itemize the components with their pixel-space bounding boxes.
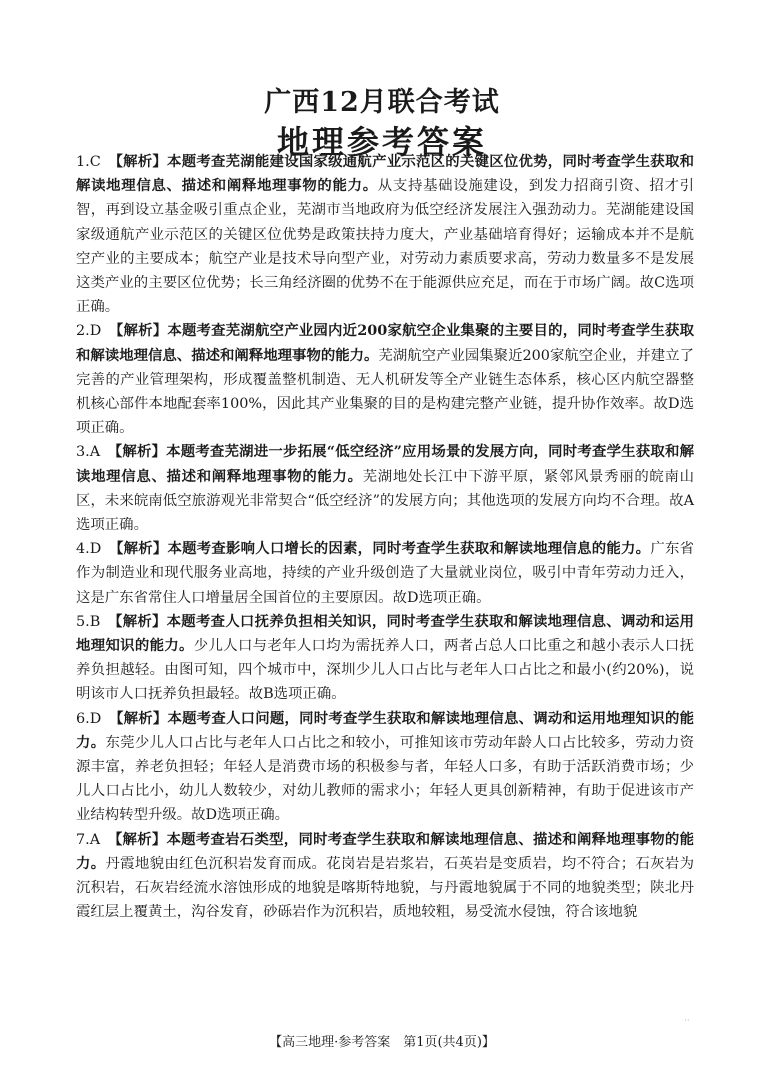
answer-body: 丹霞地貌由红色沉积岩发育而成。花岗岩是岩浆岩，石英岩是变质岩，均不符合；石灰岩为沉积岩，石灰岩经流水溶蚀形成的地貌是喀斯特地貌，与丹霞地貌属于不同的地貌类型；陕北丹霞红层上覆黄土，沟谷发育，砂砾岩作为沉积岩，质地较粗，易受流水侵蚀，符合该地貌 — [76, 855, 694, 921]
answer-list — [76, 150, 694, 925]
answer-lead: 本题考查人口问题，同时考查学生获取和解读地理信息、调动和运用地理知识的能力。 — [76, 709, 694, 751]
answer-lead: 本题考查芜湖航空产业园内近200家航空企业集聚的主要目的，同时考查学生获取和解读地理信息、描述和阐释地理事物的能力。 — [76, 322, 694, 364]
answer-number: 6. — [76, 710, 90, 727]
answer-item-3 — [76, 440, 694, 537]
answer-lead: 本题考查岩石类型，同时考查学生获取和解读地理信息、描述和阐释地理事物的能力。 — [76, 830, 694, 872]
answer-item-4 — [76, 537, 694, 610]
answer-body: 东莞少儿人口占比与老年人口占比之和较小，可推知该市劳动年龄人口占比较多，劳动力资源丰富，养老负担轻；年轻人是消费市场的积极参与者，年轻人口多，有助于活跃消费市场；少儿人口占比小，幼儿人数较少，对幼儿教师的需求小；年轻人更具创新精神，有助于促进该市产业结构转型升级。故D选项正确。 — [76, 734, 694, 824]
analysis-tag: 【解析】 — [115, 153, 168, 170]
answer-letter: D — [89, 323, 102, 340]
answer-number: 3. — [76, 444, 90, 461]
answer-letter: B — [89, 613, 101, 630]
analysis-tag: 【解析】 — [116, 322, 168, 340]
answer-item-6 — [76, 707, 694, 828]
answer-lead: 本题考查人口抚养负担相关知识，同时考查学生获取和解读地理信息、调动和运用地理知识的能力。 — [76, 612, 694, 655]
answer-item-5 — [76, 610, 694, 707]
analysis-tag: 【解析】 — [114, 443, 167, 461]
answer-item-7 — [76, 828, 694, 925]
answer-letter: A — [89, 831, 101, 848]
answer-letter: C — [89, 154, 101, 170]
answer-body: 芜湖航空产业园集聚近200家航空企业，并建立了完善的产业管理架构，形成覆盖整机制造、无人机研发等全产业链生态体系，核心区内航空器整机核心部件本地配套率100%，因此其产业集聚的目的是构建完整产业链，提升协作效率。故D选项正确。 — [76, 347, 694, 437]
answer-lead: 本题考查影响人口增长的因素，同时考查学生获取和解读地理信息的能力。 — [167, 540, 651, 558]
answer-lead: 本题考查芜湖能建设国家级通航产业示范区的关键区位优势，同时考查学生获取和解读地理信息、描述和阐释地理事物的能力。 — [76, 153, 694, 195]
answer-body: 少儿人口与老年人口均为需抚养人口，两者占总人口比重之和越小表示人口抚养负担越轻。由图可知，四个城市中，深圳少儿人口占比与老年人口占比之和最小(约20%)，说明该市人口抚养负担最轻。故B选项正确。 — [76, 638, 694, 703]
answer-item-2 — [76, 319, 694, 440]
answer-body: 从支持基础设施建设，到发力招商引资、招才引智，再到设立基金吸引重点企业，芜湖市当地政府为低空经济发展注入强劲动力。芜湖能建设国家级通航产业示范区的关键区位优势是政策扶持力度大，产业基础培育得好；运输成本并不是航空产业的主要成本；航空产业是技术导向型产业，对劳动力素质要求高，劳动力数量多不是发展这类产业的主要区位优势；长三角经济圈的优势不在于能源供应充足，而在于市场广阔。故C选项正确。 — [76, 178, 694, 316]
answer-number: 7. — [76, 831, 90, 848]
answer-lead: 本题考查芜湖进一步拓展“低空经济”应用场景的发展方向，同时考查学生获取和解读地理信息、描述和阐释地理事物的能力。 — [76, 443, 694, 485]
page-footer: 【高三地理·参考答案 第1页(共4页)】 — [269, 1035, 495, 1050]
answer-item-1 — [76, 150, 694, 319]
answer-number: 1. — [76, 154, 90, 170]
answer-body: 广东省作为制造业和现代服务业高地，持续的产业升级创造了大量就业岗位，吸引中青年劳动力迁入，这是广东省常住人口增量居全国首位的主要原因。故D选项正确。 — [76, 541, 694, 606]
analysis-tag: 【解析】 — [116, 709, 168, 727]
answer-number: 2. — [76, 323, 90, 340]
answer-number: 5. — [76, 613, 90, 630]
analysis-tag: 【解析】 — [115, 830, 167, 848]
page-title: 广西12月联合考试 — [264, 87, 500, 118]
analysis-tag: 【解析】 — [116, 540, 168, 558]
answer-body: 芜湖地处长江中下游平原，紧邻风景秀丽的皖南山区，未来皖南低空旅游观光非常契合“低空经济”的发展方向；其他选项的发展方向均不合理。故A选项正确。 — [76, 468, 694, 534]
scan-dots: ·· — [684, 1016, 690, 1026]
answer-number: 4. — [76, 541, 90, 558]
answer-letter: D — [89, 541, 102, 558]
answer-letter: A — [89, 444, 101, 461]
page-subtitle: 地理参考答案 — [276, 123, 487, 161]
analysis-tag: 【解析】 — [115, 612, 167, 630]
answer-letter: D — [89, 710, 102, 727]
